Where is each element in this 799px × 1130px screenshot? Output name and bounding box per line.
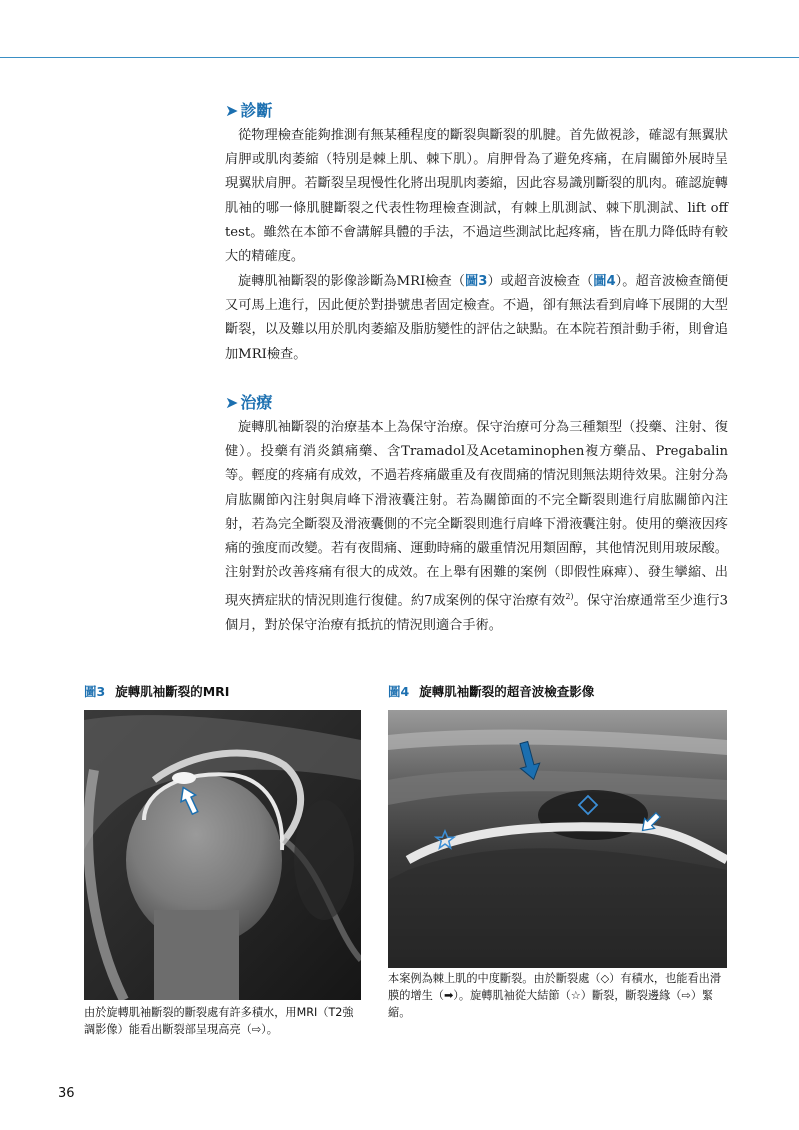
diagnosis-p2-text-b: ）或超音波檢查（ — [487, 274, 594, 289]
page-number: 36 — [58, 1086, 75, 1101]
chevron-right-icon: ➤ — [225, 101, 239, 120]
chevron-right-icon: ➤ — [225, 393, 239, 412]
diagnosis-paragraph-2 — [225, 270, 728, 367]
section-heading-treatment: ➤ 治療 — [225, 393, 273, 412]
fig4-number: 圖4 — [388, 684, 410, 699]
fig4-caption: 本案例為棘上肌的中度斷裂。由於斷裂處（◇）有積水，也能看出滑膜的增生（➡）。旋轉肌袖從大結節（☆）斷裂，斷裂邊緣（⇨）緊縮。 — [388, 972, 722, 1019]
ultrasound-image — [388, 710, 727, 968]
diagnosis-paragraph-1: 從物理檢查能夠推測有無某種程度的斷裂與斷裂的肌腱。首先做視診，確認有無翼狀肩胛或肌肉萎縮（特別是棘上肌、棘下肌）。肩胛骨為了避免疼痛，在肩關節外展時呈現翼狀肩胛。若斷裂呈現慢性化將出現肌肉萎縮，因此容易識別斷裂的肌肉。確認旋轉肌袖的哪一條肌腱斷裂之代表性物理檢查測試，有棘上肌測試、棘下肌測試、lift off test。雖然在本節不會講解具體的手法，不過這些測試比起疼痛，皆在肌力降低時有較大的精確度。 — [225, 128, 728, 265]
diagnosis-p2-text-a: 旋轉肌袖斷裂的影像診斷為MRI檢查（ — [238, 274, 465, 289]
fig3-caption: 由於旋轉肌袖斷裂的斷裂處有許多積水，用MRI（T2強調影像）能看出斷裂部呈現高亮（⇨）。 — [84, 1006, 354, 1036]
mri-image — [84, 710, 361, 1000]
fig4-reference[interactable]: 圖4 — [593, 274, 616, 289]
fig3-title-text: 旋轉肌袖斷裂的MRI — [115, 684, 230, 699]
fig3-reference[interactable]: 圖3 — [465, 274, 488, 289]
treatment-paragraph — [225, 416, 728, 638]
citation-superscript[interactable]: 2) — [565, 592, 574, 602]
header-rule — [0, 57, 799, 58]
diagnosis-p2-text-c: ）。超音波檢查簡便又可馬上進行，因此便於對掛號患者固定檢查。不過，卻有無法看到肩峰下展開的大型斷裂，以及難以用於肌肉萎縮及脂肪變性的評估之缺點。在本院若預計動手術，則會追加MRI檢查。 — [225, 274, 729, 362]
treatment-text-b: 。保守治療通常至少進行3個月，對於保守治療有抵抗的情況則適合手術。 — [225, 593, 729, 634]
fig3-title — [84, 684, 229, 700]
fig3-number: 圖3 — [84, 684, 106, 699]
fig4-title — [388, 684, 594, 700]
section-heading-diagnosis: ➤ 診斷 — [225, 101, 273, 120]
treatment-text-a: 旋轉肌袖斷裂的治療基本上為保守治療。保守治療可分為三種類型（投藥、注射、復健）。投藥有消炎鎮痛藥、含Tramadol及Acetaminophen複方藥品、Pregabalin等。輕度的疼痛有成效，不過若疼痛嚴重及有夜間痛的情況則無法期待效果。注射分為肩肱關節內注射與肩峰下滑液囊注射。若為關節面的不完全斷裂則進行肩肱關節內注射，若為完全斷裂及滑液囊側的不完全斷裂則進行肩峰下滑液囊注射。使用的藥液因疼痛的強度而改變。若有夜間痛、運動時痛的嚴重情況用類固醇，其他情況則用玻尿酸。注射對於改善疼痛有很大的成效。在上舉有困難的案例（即假性麻痺）、發生攣縮、出現夾擠症狀的情況則進行復健。約7成案例的保守治療有效 — [225, 420, 728, 609]
fig4-title-text: 旋轉肌袖斷裂的超音波檢查影像 — [419, 684, 595, 699]
